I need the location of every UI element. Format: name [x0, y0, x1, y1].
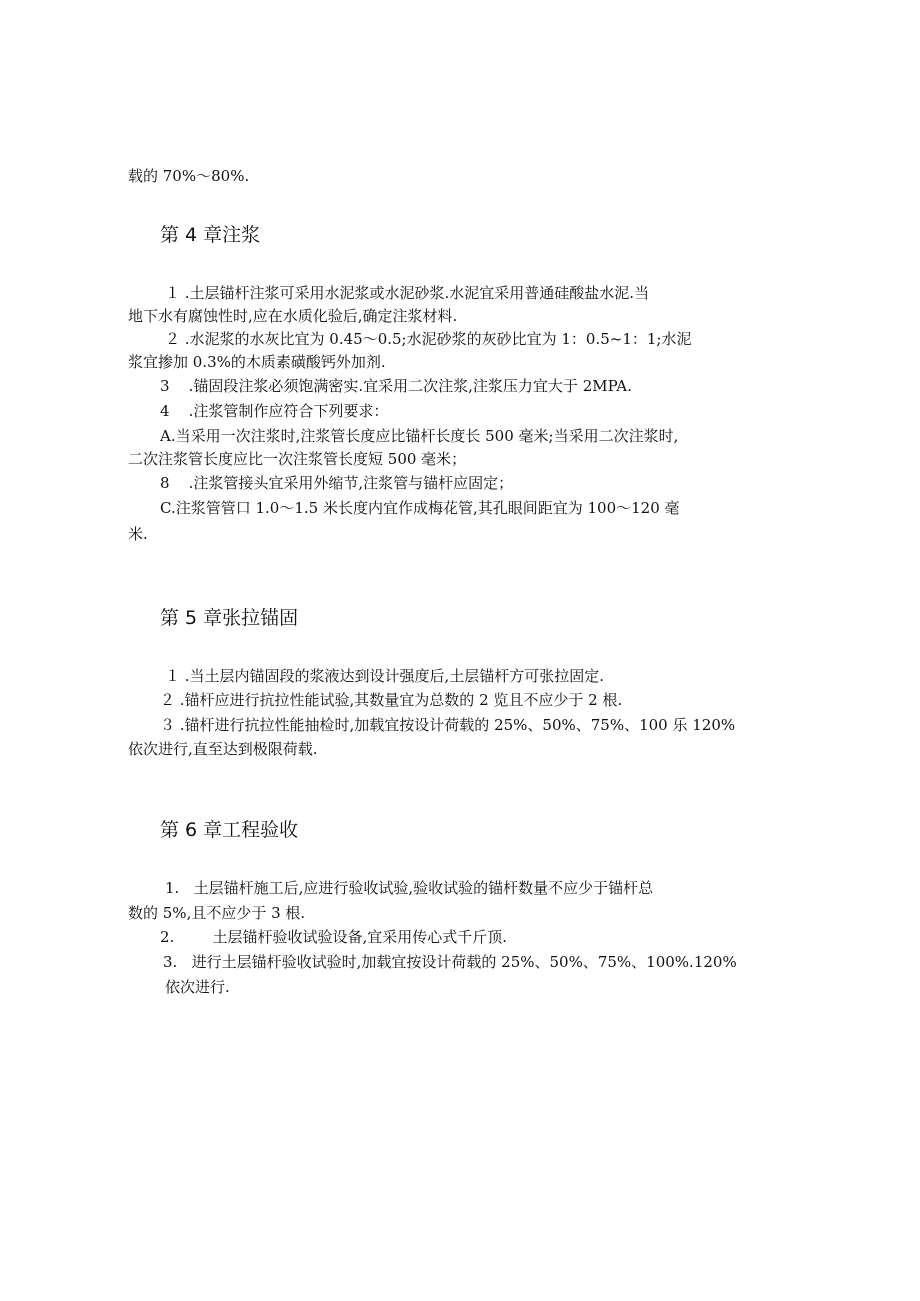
- ch4-line: 米.: [128, 525, 148, 543]
- ch5-line: ２ .锚杆应进行抗拉性能试验,其数量宜为总数的 2 览且不应少于 2 根.: [160, 691, 623, 709]
- ch4-line: A.当采用一次注浆时,注浆管长度应比锚杆长度长 500 毫米;当采用二次注浆时,: [160, 427, 679, 445]
- ch5-line: ３ .锚杆进行抗拉性能抽检时,加载宜按设计荷载的 25%、50%、75%、100 乐 120%: [160, 716, 736, 734]
- ch4-line: 地下水有腐蚀性时,应在水质化验后,确定注浆材料.: [128, 307, 458, 325]
- ch6-line: 依次进行.: [165, 978, 230, 996]
- chapter-5-heading: 第 5 章张拉锚固: [160, 607, 299, 629]
- ch4-line: 4 .注浆管制作应符合下列要求：: [160, 402, 389, 420]
- ch6-line: 3. 进行土层锚杆验收试验时,加载宜按设计荷载的 25%、50%、75%、100%.120%: [163, 953, 737, 971]
- chapter-4-heading: 第 4 章注浆: [160, 224, 261, 246]
- ch5-line: １ .当土层内锚固段的浆液达到设计强度后,土层锚杆方可张拉固定.: [165, 667, 605, 685]
- ch4-line: C.注浆管管口 1.0～1.5 米长度内宜作成梅花管,其孔眼间距宜为 100～120 毫: [160, 499, 680, 517]
- ch4-line: 8 .注浆管接头宜采用外缩节,注浆管与锚杆应固定；: [160, 474, 514, 492]
- ch5-line: 依次进行,直至达到极限荷载.: [128, 740, 318, 758]
- ch4-line: ２ .水泥浆的水灰比宜为 0.45～0.5;水泥砂浆的灰砂比宜为 1：0.5~1：1;水泥: [165, 330, 692, 348]
- ch6-line: 1. 土层锚杆施工后,应进行验收试验,验收试验的锚杆数量不应少于锚杆总: [165, 879, 654, 897]
- ch4-line: 浆宜掺加 0.3%的木质素磺酸钙外加剂.: [128, 353, 386, 371]
- ch6-line: 2. 土层锚杆验收试验设备,宜采用传心式千斤顶.: [160, 928, 507, 946]
- ch4-line: 二次注浆管长度应比一次注浆管长度短 500 毫米；: [128, 450, 467, 468]
- ch6-line: 数的 5%,且不应少于 3 根.: [128, 904, 306, 922]
- ch4-line: 3 .锚固段注浆必须饱满密实.宜采用二次注浆,注浆压力宜大于 2MPA.: [160, 377, 632, 395]
- continuation-line: 载的 70%～80%.: [128, 167, 250, 185]
- chapter-6-heading: 第 6 章工程验收: [160, 819, 299, 841]
- ch4-line: １ .土层锚杆注浆可采用水泥浆或水泥砂浆.水泥宜采用普通硅酸盐水泥.当: [165, 284, 650, 302]
